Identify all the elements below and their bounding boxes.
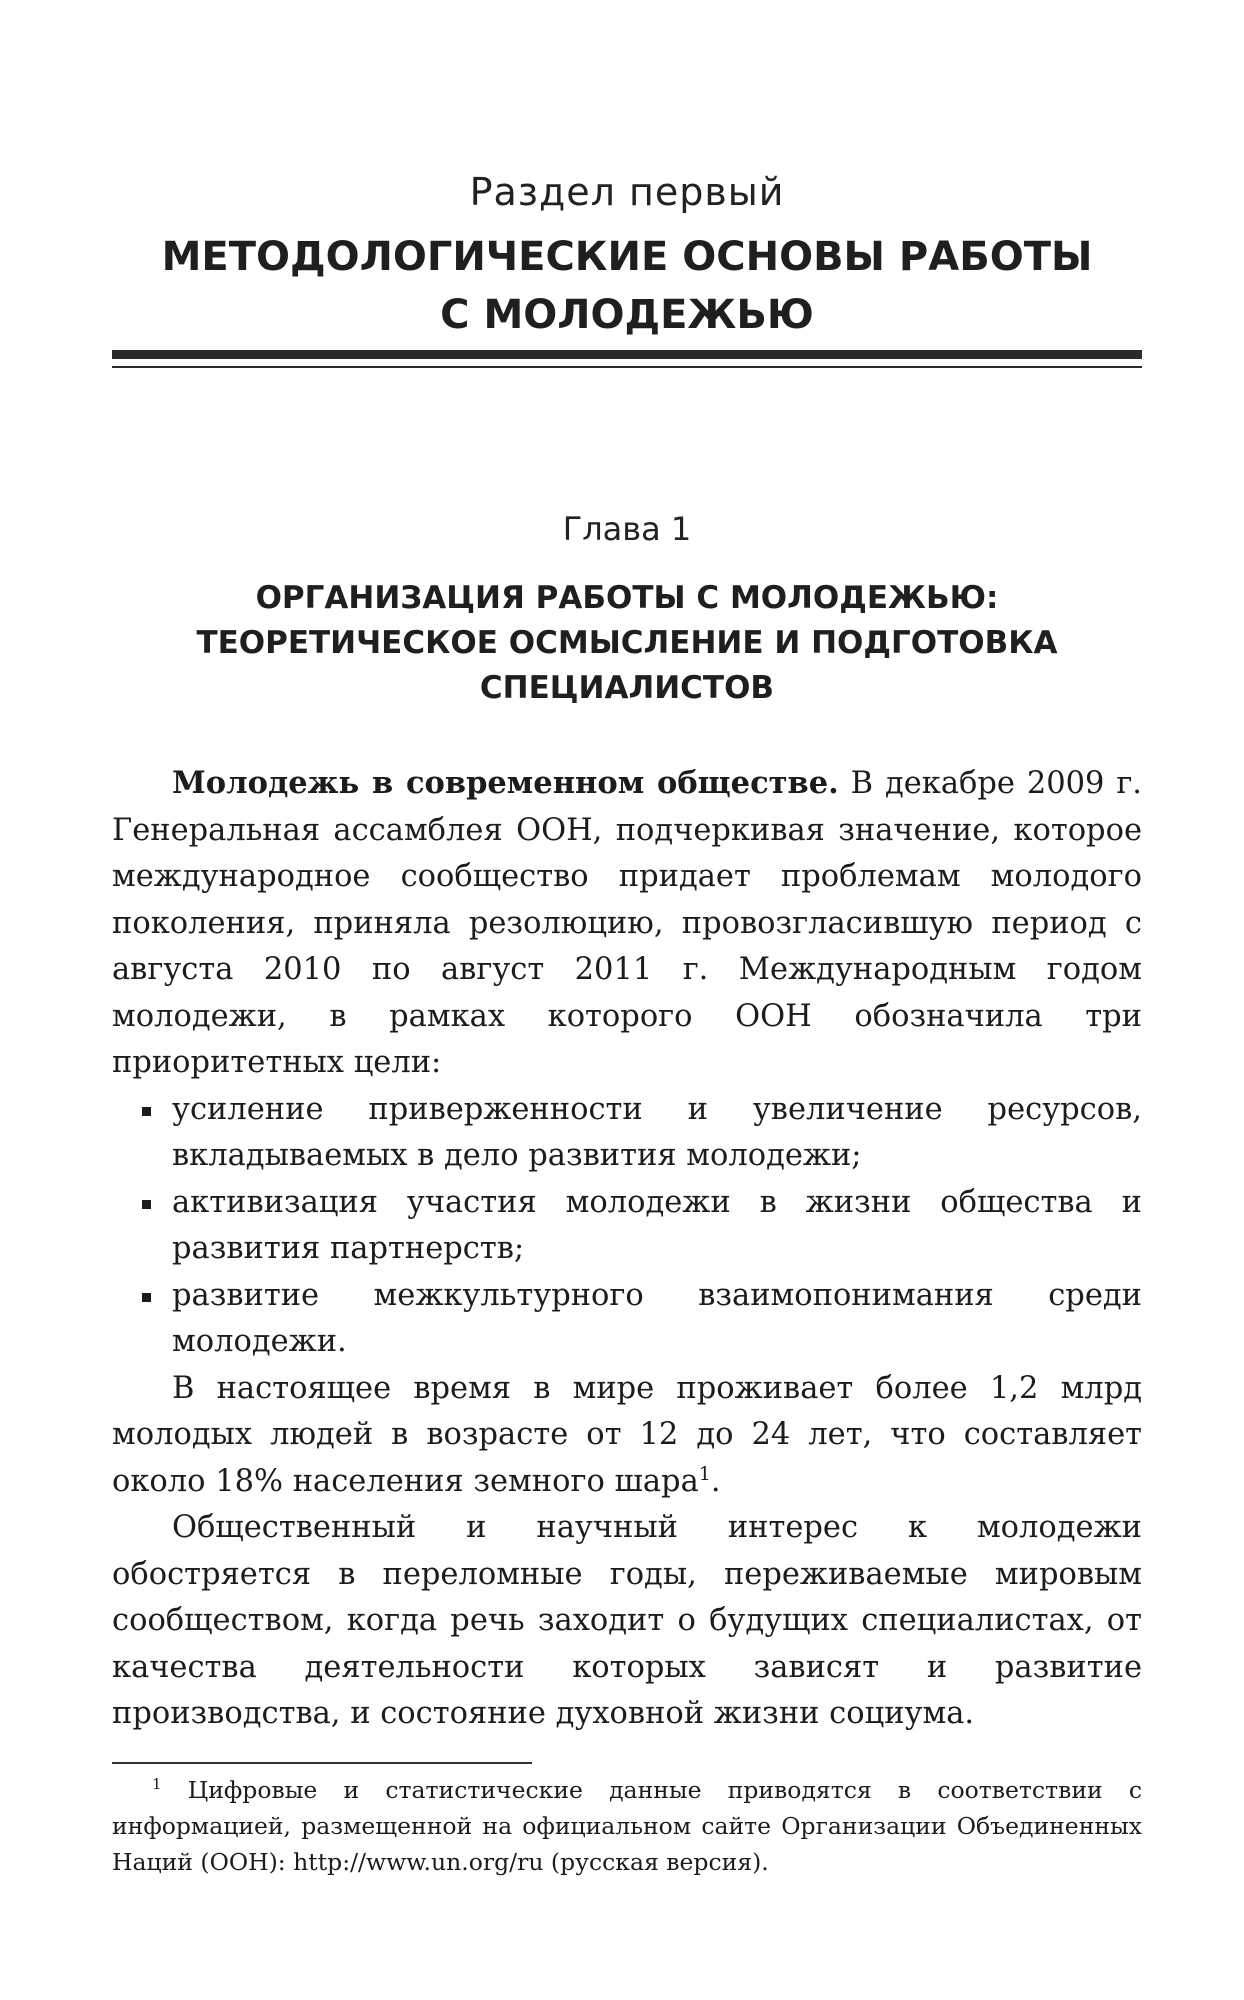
list-item [112, 1180, 1142, 1273]
footnote-marker: 1 [152, 1775, 162, 1794]
list-item [112, 1273, 1142, 1366]
chapter-title-line-1: ОРГАНИЗАЦИЯ РАБОТЫ С МОЛОДЕЖЬЮ: [255, 580, 999, 616]
section-heading: Молодежь в современном обществе. [172, 765, 839, 801]
chapter-label: Глава 1 [562, 510, 692, 548]
paragraph-1 [112, 760, 1142, 1087]
paragraph-1-text: В декабре 2009 г. Генеральная ассамблея ООН, подчеркивая значение, которое международное сообщество придает проблемам молодого поколения, приняла резолюцию, провозгласившую период с августа 2010 по август 2011 г. Международным годом молодежи, в рамках которого ООН обозначила три приоритетных цели: [112, 766, 1142, 1080]
footnote-text: Цифровые и статистические данные приводятся в соответствии с информацией, размещенной на официальном сайте Организации Объединенных Наций (ООН): http://www.un.org/ru (русская версия). [112, 1776, 1142, 1876]
chapter-title-line-3: СПЕЦИАЛИСТОВ [479, 670, 775, 706]
footnote [112, 1772, 1142, 1880]
list-item-text: развитие межкультурного взаимопонимания среди молодежи. [172, 1277, 1142, 1359]
list-item-text: усиление приверженности и увеличение ресурсов, вкладываемых в дело развития молодежи; [172, 1091, 1142, 1173]
part-title [112, 228, 1142, 344]
footnote-separator [112, 1762, 532, 1764]
chapter-title-line-2: ТЕОРЕТИЧЕСКОЕ ОСМЫСЛЕНИЕ И ПОДГОТОВКА [196, 625, 1058, 661]
paragraph-2 [112, 1366, 1142, 1506]
body-text [112, 760, 1142, 1738]
chapter-title [112, 576, 1142, 711]
part-title-line-1: МЕТОДОЛОГИЧЕСКИЕ ОСНОВЫ РАБОТЫ [161, 234, 1093, 280]
paragraph-3-text: Общественный и научный интерес к молодежи обостряется в переломные годы, переживаемые мировым сообществом, когда речь заходит о будущих специалистах, от качества деятельности которых зависят и развитие производства, и состояние духовной жизни социума. [112, 1510, 1142, 1731]
part-label: Раздел первый [469, 170, 785, 214]
paragraph-3 [112, 1505, 1142, 1738]
bullet-icon [142, 1200, 151, 1209]
list-item [112, 1087, 1142, 1180]
part-title-line-2: С МОЛОДЕЖЬЮ [440, 292, 814, 338]
bullet-icon [142, 1107, 151, 1116]
part-rule-thin [112, 366, 1142, 368]
bullet-icon [142, 1293, 151, 1302]
footnote-reference[interactable]: 1 [698, 1462, 711, 1485]
paragraph-2-text: В настоящее время в мире проживает более 1,2 млрд молодых людей в возрасте от 12 до 24 лет, что составляет около 18% населения земного шара [112, 1370, 1142, 1499]
paragraph-2-end: . [710, 1463, 721, 1499]
list-item-text: активизация участия молодежи в жизни общества и развития партнерств; [172, 1184, 1142, 1266]
priority-goals-list [112, 1087, 1142, 1366]
part-rule-thick [112, 350, 1142, 359]
